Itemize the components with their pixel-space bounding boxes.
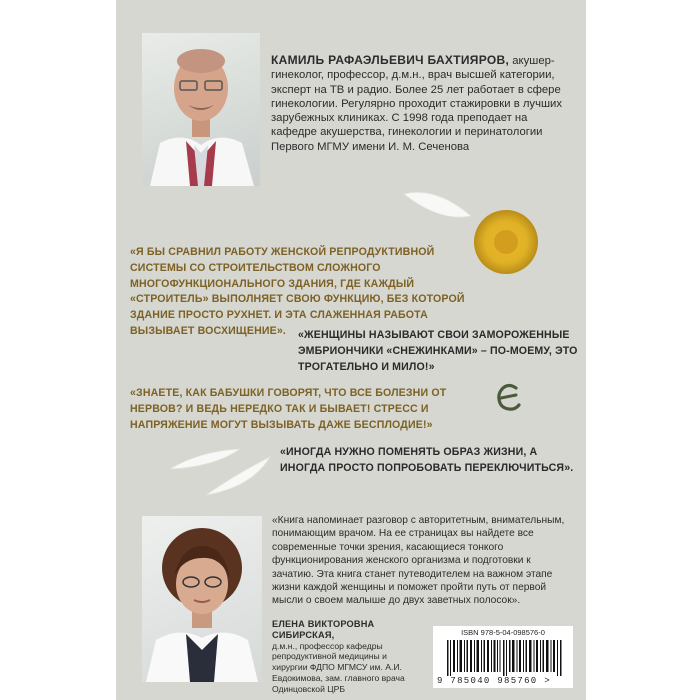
doctor-woman-portrait-icon — [142, 516, 262, 682]
reviewer-name: ЕЛЕНА ВИКТОРОВНА СИБИРСКАЯ, — [272, 619, 375, 640]
isbn-text: ISBN 978-5-04-098576-0 — [461, 628, 545, 637]
doctor-man-portrait-icon — [142, 33, 260, 186]
quote-3: «ЗНАЕТЕ, КАК БАБУШКИ ГОВОРЯТ, ЧТО ВСЕ БОЛЕЗНИ ОТ НЕРВОВ? И ВЕДЬ НЕРЕДКО ТАК И БЫВАЕТ! СТРЕСС И НАПРЯЖЕНИЕ МОГУТ ВЫЗЫВАТЬ ДАЖЕ БЕСПЛОДИЕ!» — [130, 387, 447, 431]
petal-icon — [401, 188, 481, 228]
quote-1: «Я БЫ СРАВНИЛ РАБОТУ ЖЕНСКОЙ РЕПРОДУКТИВНОЙ СИСТЕМЫ СО СТРОИТЕЛЬСТВОМ СЛОЖНОГО МНОГОФУНКЦИОНАЛЬНОГО ЗДАНИЯ, ГДЕ КАЖДЫЙ «СТРОИТЕЛЬ» ВЫПОЛНЯЕТ СВОЮ ФУНКЦИЮ, БЕЗ КОТОРОЙ ЗДАНИЕ ПРОСТО РУХНЕТ. И ЭТА СЛАЖЕННАЯ РАБОТА ВЫЗЫВАЕТ ВОСХИЩЕНИЕ». — [130, 246, 465, 337]
quote-2: «ЖЕНЩИНЫ НАЗЫВАЮТ СВОИ ЗАМОРОЖЕННЫЕ ЭМБРИОНЧИКИ «СНЕЖИНКАМИ» – ПО-МОЕМУ, ЭТО ТРОГАТЕЛЬНО И МИЛО!» — [298, 329, 578, 373]
author-name: КАМИЛЬ РАФАЭЛЬЕВИЧ БАХТИЯРОВ, — [271, 53, 510, 67]
barcode-bars-icon — [447, 640, 565, 676]
review-quote: «Книга напоминает разговор с авторитетным, внимательным, понимающим врачом. На ее страницах вы найдете все современные точки зрения, касающиеся тонкого функционирования женского организма и подготовки к зачатию. Эта книга станет путеводителем на важном этапе жизни каждой женщины и поможет пройти путь от первой мысли о своем малыше до двух заветных полосок». — [272, 515, 565, 607]
petals-icon — [168, 443, 278, 503]
book-back-cover — [116, 0, 586, 700]
reviewer-title: д.м.н., профессор кафедры репродуктивной медицины и хирургии ФДПО МГМСУ им. А.И. Евдокимова, зам. главного врача Одинцовской ЦРБ — [272, 640, 405, 694]
author-photo — [142, 33, 260, 186]
barcode-block — [433, 626, 573, 688]
reviewer-signature — [272, 619, 422, 695]
publisher-logo-icon — [496, 382, 522, 412]
author-bio — [271, 53, 571, 154]
author-bio-text: акушер-гинеколог, профессор, д.м.н., врач высшей категории, эксперт на ТВ и радио. Более 25 лет работает в сфере гинекологии. Регулярно проходит стажировки в лучших зарубежных клиниках. С 1998 года преподает на кафедре акушерства, гинекологии и перинатологии Первого МГМУ имени И. М. Сеченова — [271, 55, 562, 153]
quote-4: «ИНОГДА НУЖНО ПОМЕНЯТЬ ОБРАЗ ЖИЗНИ, А ИНОГДА ПРОСТО ПОПРОБОВАТЬ ПЕРЕКЛЮЧИТЬСЯ». — [280, 446, 574, 474]
barcode-number: 9 785040 985760 > — [437, 676, 551, 686]
reviewer-photo — [142, 516, 262, 682]
yellow-flower-icon — [472, 208, 540, 276]
